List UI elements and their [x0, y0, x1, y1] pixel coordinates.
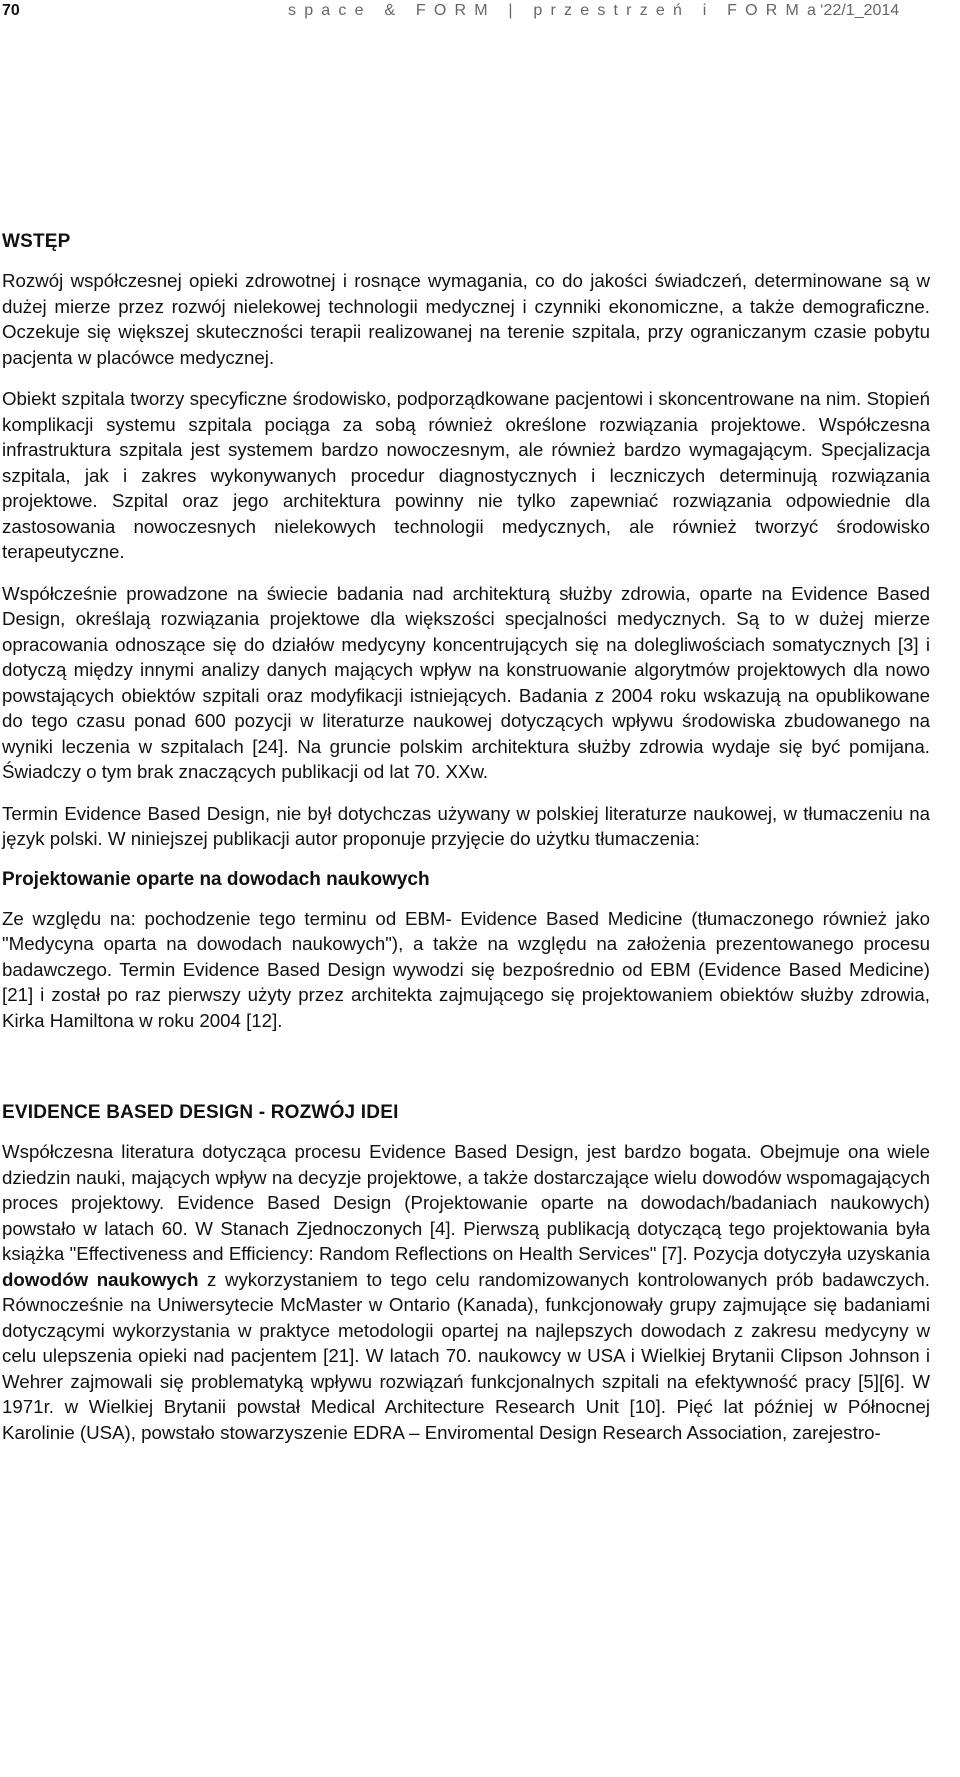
intro-paragraph-1: Rozwój współczesnej opieki zdrowotnej i rosnące wymagania, co do jakości świadczeń, determinowane są w dużej mierze przez rozwój nielekowej technologii medycznej i czynniki ekonomiczne, a także demograficzne. Oczekuje się większej skuteczności terapii realizowanej na terenie szpitala, przy ograniczanym czasie pobytu pacjenta w placówce medycznej. — [2, 270, 930, 368]
ebd-history-section — [2, 1101, 930, 1445]
section-heading-ebd: EVIDENCE BASED DESIGN - ROZWÓJ IDEI — [2, 1102, 399, 1123]
journal-issue: ‘22/1_2014 — [820, 2, 900, 19]
intro-paragraph-5: Ze względu na: pochodzenie tego terminu od EBM- Evidence Based Medicine (tłumaczonego również jako "Medycyna oparta na dowodach naukowych"), a także na względu na założenia prezentowanego procesu badawczego. Termin Evidence Based Design wywodzi się bezpośrednio od EBM (Evidence Based Medicine) [21] i został po raz pierwszy użyty przez architekta zajmującego się projektowaniem obiektów służby zdrowia, Kirka Hamiltona w roku 2004 [12]. — [2, 907, 930, 1031]
journal-title: space & FORM | przestrzeń i FORMa — [288, 2, 825, 19]
page-number: 70 — [2, 2, 20, 19]
ebd-paragraph-text-a: Współczesna literatura dotycząca procesu Evidence Based Design, jest bardzo bogata. Obejmuje ona wiele dziedzin nauki, mających wpływ na decyzje projektowe, a także dostarczające wielu dowodów wspomagających proces projektowy. Evidence Based Design (Projektowanie oparte na dowodach/badaniach naukowych) powstało w latach 60. W Stanach Zjednoczonych [4]. Pierwszą publikacją dotyczącą tego projektowania była książka "Effectiveness and Efficiency: Random Reflections on Health Services" [7]. Pozycja dotyczyła uzyskania — [2, 1141, 930, 1264]
ebd-paragraph-text-b: z wykorzystaniem to tego celu randomizowanych kontrolowanych prób badawczych. Równocześnie na Uniwersytecie McMaster w Ontario (Kanada), funkcjonowały grupy zajmujące się badaniami dotyczącymi wykorzystania w praktyce metodologii opartej na najlepszych dowodach z zakresu medycyny w celu ulepszenia opieki nad pacjentem [21]. W latach 70. naukowcy w USA i Wielkiej Brytanii Clipson Johnson i Wehrer zajmowali się problematyką wpływu rozwiązań funkcjonalnych szpitali na efektywność pracy [5][6]. W 1971r. w Wielkiej Brytanii powstał Medical Architecture Research Unit [10]. Pięć lat później w Północnej Karolinie (USA), powstało stowarzyszenie EDRA – Enviromental Design Research Association, zarejestro- — [2, 1268, 930, 1443]
introduction-section — [2, 230, 930, 1033]
section-heading-wstep: WSTĘP — [2, 231, 71, 252]
article-body — [2, 230, 930, 1461]
section-spacer — [2, 1049, 930, 1101]
ebd-paragraph-1 — [2, 1139, 930, 1445]
translation-subheading: Projektowanie oparte na dowodach naukowych — [2, 868, 430, 890]
intro-paragraph-2: Obiekt szpitala tworzy specyficzne środowisko, podporządkowane pacjentowi i skoncentrowane na nim. Stopień komplikacji systemu szpitala pociąga za sobą również określone rozwiązania projektowe. Współczesna infrastruktura szpitala jest systemem bardzo nowoczesnym, ale również bardzo wymagającym. Specjalizacja szpitala, jak i zakres wykonywanych procedur diagnostycznych i leczniczych determinują rozwiązania projektowe. Szpital oraz jego architektura powinny nie tylko zapewniać rozwiązania odpowiednie dla zastosowania nowoczesnych nielekowych technologii medycznych, ale również tworzyć środowisko terapeutyczne. — [2, 388, 930, 562]
intro-paragraph-4: Termin Evidence Based Design, nie był dotychczas używany w polskiej literaturze naukowej, w tłumaczeniu na język polski. W niniejszej publikacji autor proponuje przyjęcie do użytku tłumaczenia: — [2, 802, 930, 849]
intro-paragraph-3: Współcześnie prowadzone na świecie badania nad architekturą służby zdrowia, oparte na Evidence Based Design, określają rozwiązania projektowe dla większości specjalności medycznych. Są to w dużej mierze opracowania odnoszące się do działów medycyny koncentrujących się na dolegliwościach somatycznych [3] i dotyczą między innymi analizy danych mających wpływ na konstruowanie algorytmów projektowych dla nowo powstających obiektów szpitali oraz modyfikacji istniejących. Badania z 2004 roku wskazują na opublikowane do tego czasu ponad 600 pozycji w literaturze naukowej dotyczących wpływu środowiska zbudowanego na wyniki leczenia w szpitalach [24]. Na gruncie polskim architektura służby zdrowia wydaje się być pomijana. Świadczy o tym brak znaczących publikacji od lat 70. XXw. — [2, 582, 930, 782]
ebd-paragraph-bold-phrase: dowodów naukowych — [2, 1268, 199, 1290]
page-header — [2, 0, 932, 26]
